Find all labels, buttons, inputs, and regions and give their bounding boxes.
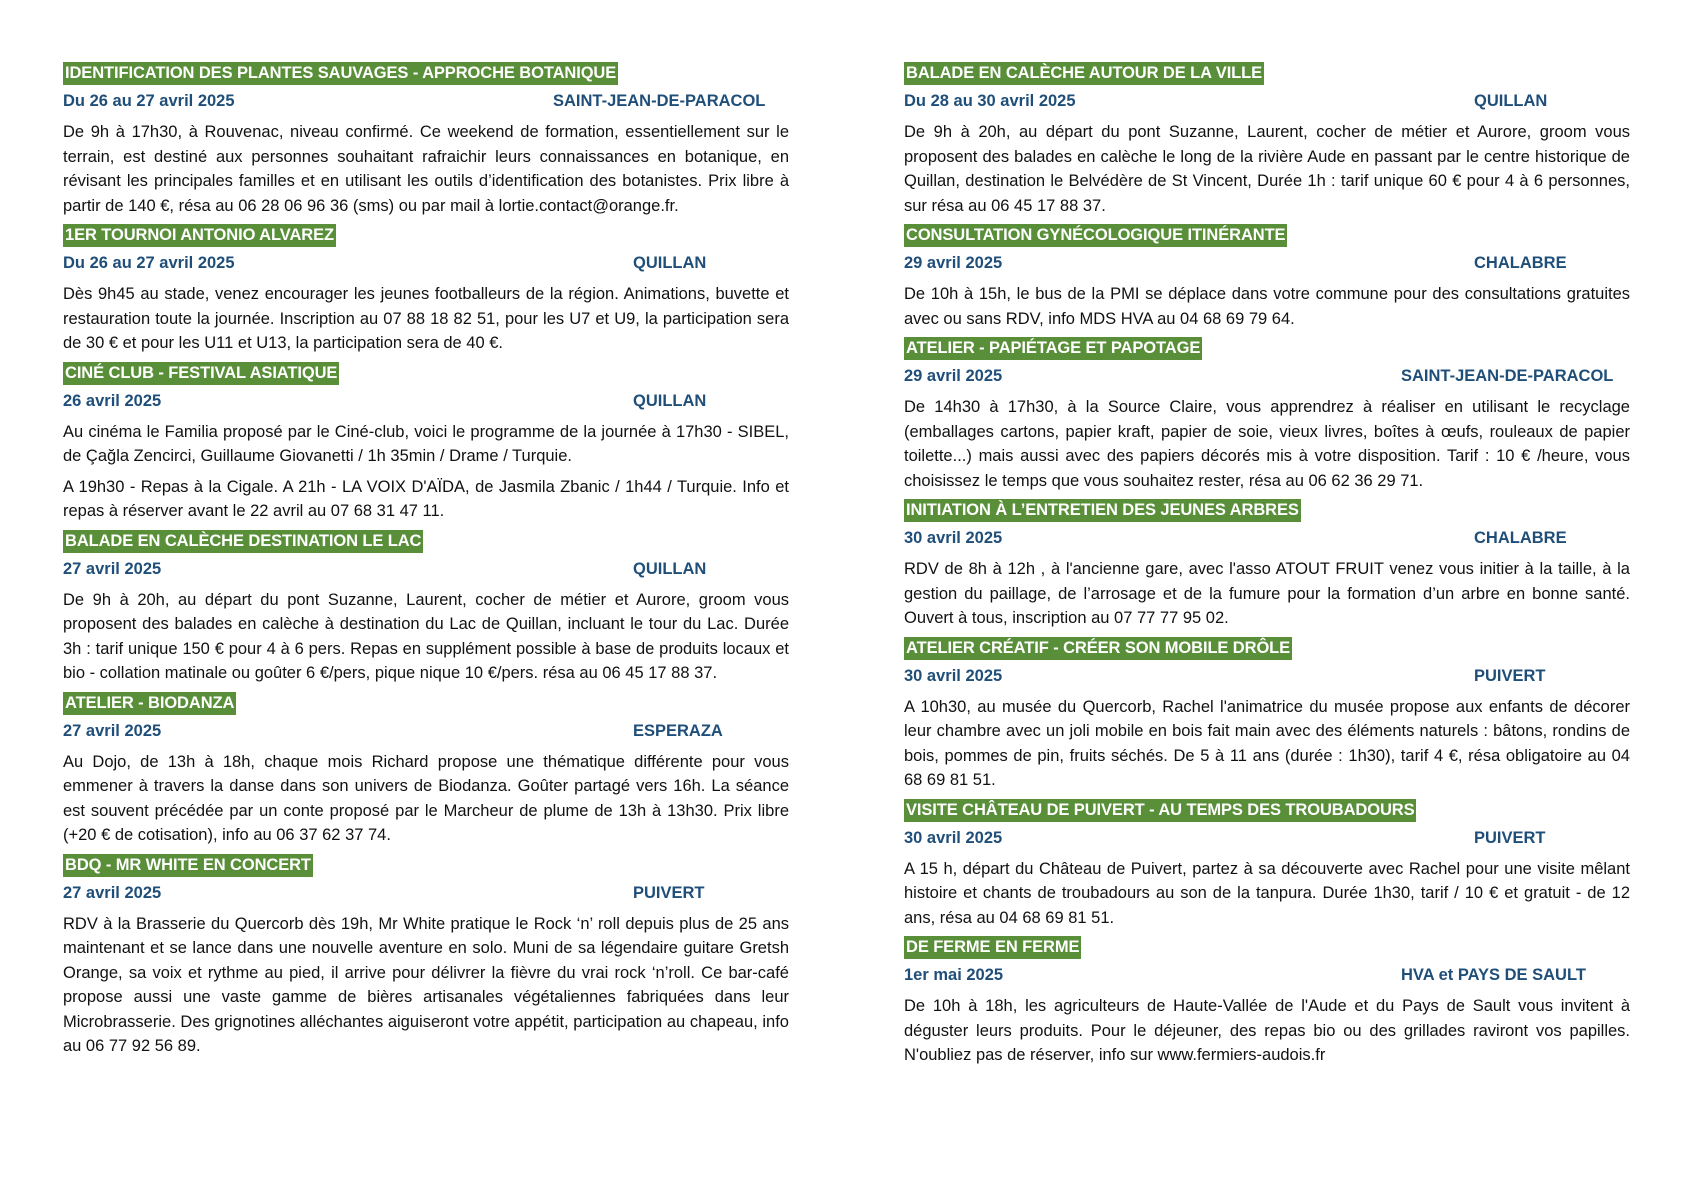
event-jeunes-arbres — [904, 499, 1630, 631]
event-plantes-sauvages — [63, 62, 789, 218]
event-title: INITIATION À L’ENTRETIEN DES JEUNES ARBRES — [904, 499, 1301, 522]
event-title: CINÉ CLUB - FESTIVAL ASIATIQUE — [63, 362, 339, 385]
event-place: PUIVERT — [1474, 666, 1546, 685]
event-mobile-drole — [904, 637, 1630, 793]
event-description: RDV de 8h à 12h , à l'ancienne gare, avec l'asso ATOUT FRUIT venez vous initier à la taille, à la gestion du paillage, de l’arrosage et de la fumure pour la formation d’un arbre en bonne santé. Ouvert à tous, inscription au 07 77 77 95 02. — [904, 560, 1630, 627]
event-place: SAINT-JEAN-DE-PARACOL — [553, 92, 766, 110]
event-date: 30 avril 2025 — [904, 828, 1003, 847]
event-place: SAINT-JEAN-DE-PARACOL — [1401, 367, 1614, 385]
event-biodanza — [63, 692, 789, 848]
event-consultation-gyneco — [904, 224, 1630, 331]
event-place: QUILLAN — [633, 254, 707, 272]
event-title: VISITE CHÂTEAU DE PUIVERT - AU TEMPS DES TROUBADOURS — [904, 799, 1416, 822]
event-place: HVA et PAYS DE SAULT — [1401, 966, 1586, 984]
event-caleche-lac — [63, 530, 789, 686]
event-description: Au Dojo, de 13h à 18h, chaque mois Richard propose une thématique différente pour vous emmener à travers la danse dans son univers de Biodanza. Goûter partagé vers 16h. La séance est souvent précédée par un conte proposé par le Marcheur de plume de 13h à 13h30. Prix libre (+20 € de cotisation), info au 06 37 62 37 74. — [63, 752, 789, 844]
event-place: QUILLAN — [633, 559, 707, 578]
event-date: 1er mai 2025 — [904, 966, 1004, 984]
event-date: Du 26 au 27 avril 2025 — [63, 92, 235, 110]
event-meta — [63, 90, 789, 113]
event-title: BDQ - MR WHITE EN CONCERT — [63, 854, 313, 877]
event-title: DE FERME EN FERME — [904, 936, 1081, 959]
event-title: BALADE EN CALÈCHE AUTOUR DE LA VILLE — [904, 62, 1264, 85]
event-ferme-en-ferme — [904, 936, 1630, 1068]
event-meta — [904, 252, 1630, 275]
event-meta — [904, 827, 1630, 850]
event-meta — [63, 882, 789, 905]
event-meta — [904, 527, 1630, 550]
event-place: PUIVERT — [633, 883, 705, 902]
event-place: QUILLAN — [633, 391, 707, 410]
event-date: 29 avril 2025 — [904, 254, 1003, 272]
event-date: Du 26 au 27 avril 2025 — [63, 254, 235, 272]
event-date: 30 avril 2025 — [904, 529, 1003, 547]
event-meta — [63, 720, 789, 743]
event-title: ATELIER - BIODANZA — [63, 692, 236, 715]
event-description: A 10h30, au musée du Quercorb, Rachel l'animatrice du musée propose aux enfants de décorer leur chambre avec un joli mobile en bois fait main avec des éléments naturels : bâtons, rondins de bois, pommes de pin, fruits séchés. De 5 à 11 ans (durée : 1h30), tarif 4 €, résa obligatoire au 04 68 69 81 51. — [904, 697, 1630, 789]
event-date: Du 28 au 30 avril 2025 — [904, 92, 1076, 110]
event-date: 26 avril 2025 — [63, 391, 162, 410]
event-place: QUILLAN — [1474, 92, 1548, 110]
event-description: Au cinéma le Familia proposé par le Ciné-club, voici le programme de la journée à 17h30 - SIBEL, de Çağla Zencirci, Guillaume Giovanetti / 1h 35min / Drame / Turquie. — [63, 422, 789, 465]
event-papietage — [904, 337, 1630, 493]
event-date: 27 avril 2025 — [63, 559, 162, 578]
event-meta — [904, 964, 1630, 987]
event-description: De 10h à 15h, le bus de la PMI se déplace dans votre commune pour des consultations gratuites avec ou sans RDV, info MDS HVA au 04 68 69 79 64. — [904, 285, 1630, 328]
event-date: 27 avril 2025 — [63, 721, 162, 740]
event-cine-club — [63, 362, 789, 524]
event-meta — [63, 558, 789, 581]
event-description: RDV à la Brasserie du Quercorb dès 19h, Mr White pratique le Rock ‘n’ roll depuis plus de 25 ans maintenant et se lance dans une nouvelle aventure en solo. Muni de sa légendaire guitare Gretsh Orange, sa voix et rythme au pied, il arrive pour délivrer la fièvre du vrai rock ‘n’roll. Ce bar-café propose aussi une vaste gamme de bières artisanales végétaliennes fabriquées dans leur Microbrasserie. Des grignotines alléchantes aiguiseront votre appétit, participation au chapeau, info au 06 77 92 56 89. — [63, 914, 789, 1055]
event-description: De 14h30 à 17h30, à la Source Claire, vous apprendrez à réaliser en utilisant le recyclage (emballages cartons, papier kraft, papier de soie, vieux livres, boîtes à œufs, rouleaux de papier toilette...) mais aussi avec des papiers décorés mis à votre disposition. Tarif : 10 € /heure, vous choisissez le temps que vous souhaitez rester, résa au 06 62 36 29 71. — [904, 398, 1630, 490]
event-mr-white — [63, 854, 789, 1059]
event-title: CONSULTATION GYNÉCOLOGIQUE ITINÉRANTE — [904, 224, 1287, 247]
right-column — [904, 62, 1630, 1074]
event-description: A 15 h, départ du Château de Puivert, partez à sa découverte avec Rachel pour une visite mêlant histoire et chants de troubadours au son de la tanpura. Durée 1h30, tarif / 10 € et gratuit - de 12 ans, résa au 04 68 69 81 51. — [904, 859, 1630, 927]
event-meta — [904, 90, 1630, 113]
event-description: Dès 9h45 au stade, venez encourager les jeunes footballeurs de la région. Animations, buvette et restauration toute la journée. Inscription au 07 88 18 82 51, pour les U7 et U9, la participation sera de 30 € et pour les U11 et U13, la participation sera de 40 €. — [63, 285, 789, 352]
event-description: De 10h à 18h, les agriculteurs de Haute-Vallée de l'Aude et du Pays de Sault vous invitent à déguster leurs produits. Pour le déjeuner, des repas bio ou des grillades raviront vos papilles. N'oubliez pas de réserver, info sur www.fermiers-audois.fr — [904, 997, 1630, 1064]
event-place: PUIVERT — [1474, 828, 1546, 847]
event-title: IDENTIFICATION DES PLANTES SAUVAGES - APPROCHE BOTANIQUE — [63, 62, 618, 85]
event-description: De 9h à 20h, au départ du pont Suzanne, Laurent, cocher de métier et Aurore, groom vous proposent des balades en calèche à destination du Lac de Quillan, incluant le tour du Lac. Durée 3h : tarif unique 150 € pour 4 à 6 pers. Repas en supplément possible à base de produits locaux et bio - collation matinale ou goûter 6 €/pers, pique nique 10 €/pers. résa au 06 45 17 88 37. — [63, 590, 789, 682]
event-title: ATELIER - PAPIÉTAGE ET PAPOTAGE — [904, 337, 1202, 360]
event-meta — [63, 252, 789, 275]
event-description: A 19h30 - Repas à la Cigale. A 21h - LA VOIX D'AÏDA, de Jasmila Zbanic / 1h44 / Turquie. Info et repas à réserver avant le 22 avril au 07 68 31 47 11. — [63, 477, 789, 520]
event-description: De 9h à 17h30, à Rouvenac, niveau confirmé. Ce weekend de formation, essentiellement sur le terrain, est destiné aux personnes souhaitant rafraichir leurs connaissances en botanique, en révisant les principales familles et en utilisant les outils d’identification des botanistes. Prix libre à partir de 140 €, résa au 06 28 06 96 36 (sms) ou par mail à lortie.contact@orange.fr. — [63, 123, 789, 215]
event-place: CHALABRE — [1474, 254, 1567, 272]
event-date: 27 avril 2025 — [63, 883, 162, 902]
left-column — [63, 62, 789, 1065]
event-meta — [63, 390, 789, 413]
event-date: 30 avril 2025 — [904, 666, 1003, 685]
event-date: 29 avril 2025 — [904, 367, 1003, 385]
event-title: BALADE EN CALÈCHE DESTINATION LE LAC — [63, 530, 423, 553]
event-meta — [904, 365, 1630, 388]
event-title: 1ER TOURNOI ANTONIO ALVAREZ — [63, 224, 336, 247]
event-description: De 9h à 20h, au départ du pont Suzanne, Laurent, cocher de métier et Aurore, groom vous proposent des balades en calèche le long de la rivière Aude en passant par le centre historique de Quillan, destination le Belvédère de St Vincent, Durée 1h : tarif unique 60 € pour 4 à 6 personnes, sur résa au 06 45 17 88 37. — [904, 123, 1630, 215]
event-tournoi-alvarez — [63, 224, 789, 356]
event-chateau-puivert — [904, 799, 1630, 931]
event-meta — [904, 665, 1630, 688]
event-place: CHALABRE — [1474, 529, 1567, 547]
event-place: ESPERAZA — [633, 721, 723, 740]
event-title: ATELIER CRÉATIF - CRÉER SON MOBILE DRÔLE — [904, 637, 1292, 660]
event-caleche-ville — [904, 62, 1630, 218]
